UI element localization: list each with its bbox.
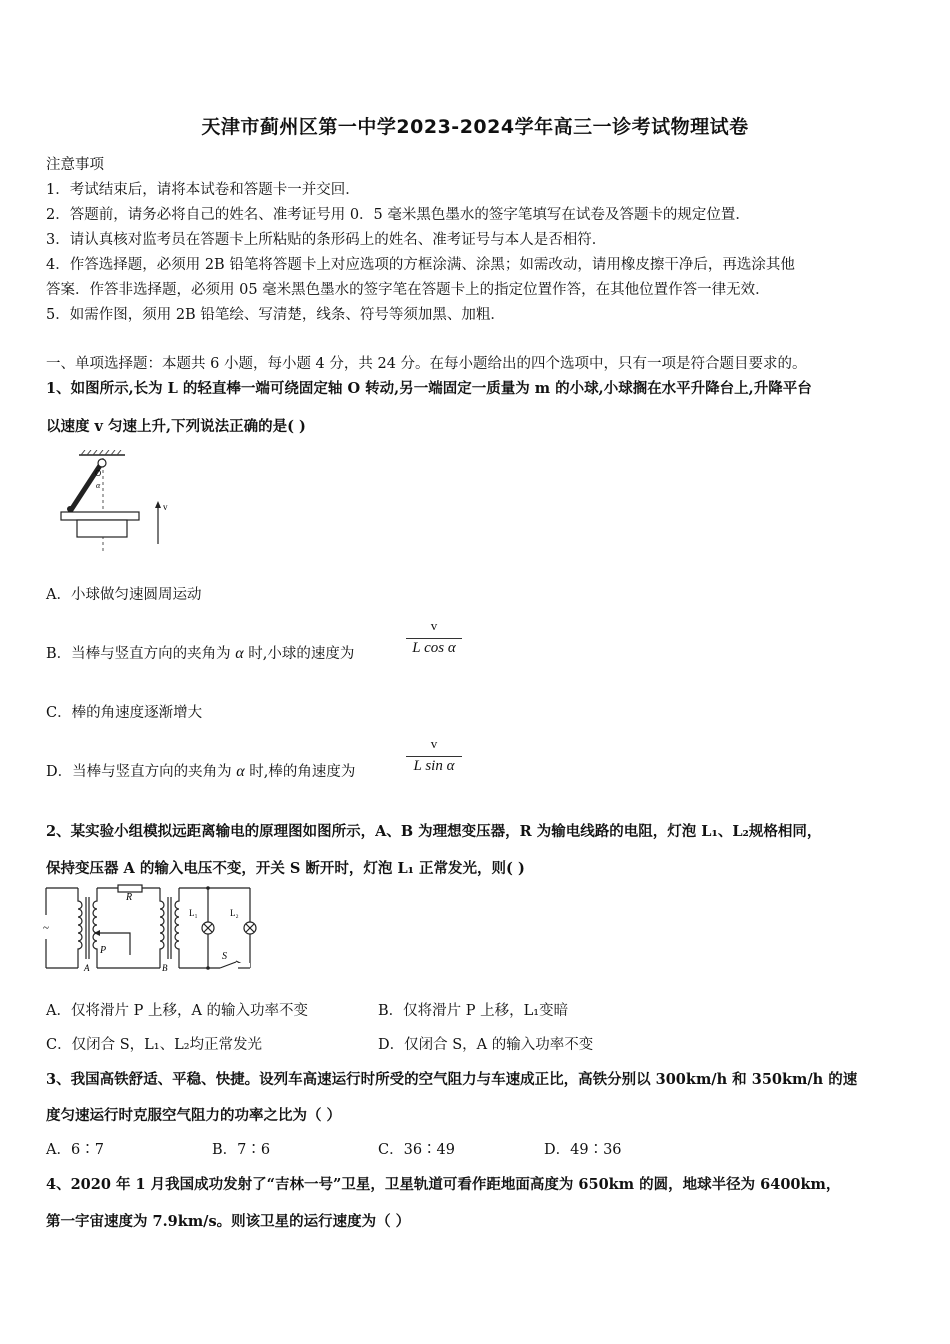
ac-source-label: ~ bbox=[43, 922, 49, 934]
q1-fig-label-v: v bbox=[163, 502, 168, 512]
q2-stem-line2: 保持变压器 A 的输入电压不变，开关 S 断开时，灯泡 L₁ 正常发光，则( ) bbox=[46, 860, 525, 877]
q2-option-b: B．仅将滑片 P 上移，L₁变暗 bbox=[378, 1003, 569, 1019]
q1-stem-line1: 1、如图所示,长为 L 的轻直棒一端可绕固定轴 O 转动,另一端固定一质量为 m 的小球,小球搁在水平升降台上,升降平台 bbox=[46, 380, 812, 397]
lamp-l2-label: L₂ bbox=[230, 908, 239, 918]
fraction-numerator: v bbox=[430, 736, 438, 751]
switch-label: S bbox=[222, 951, 227, 962]
q3-option-a: A．6∶7 bbox=[46, 1142, 104, 1158]
fraction-denominator: L sin α bbox=[413, 758, 455, 774]
q1-fig-label-alpha: α bbox=[96, 481, 101, 490]
slider-label: P bbox=[100, 945, 107, 956]
fraction-bar bbox=[406, 638, 462, 639]
q1-option-d-fraction bbox=[406, 736, 462, 780]
notes-heading: 注意事项 bbox=[46, 157, 104, 173]
q1-option-d bbox=[46, 760, 355, 781]
lamp-l1-label: L₁ bbox=[189, 908, 198, 918]
note-item: 4．作答选择题，必须用 2B 铅笔将答题卡上对应选项的方框涂满、涂黑；如需改动，请用橡皮擦干净后，再选涂其他 bbox=[46, 257, 795, 273]
q1-option-c: C．棒的角速度逐渐增大 bbox=[46, 705, 203, 721]
fraction-denominator: L cos α bbox=[412, 640, 456, 656]
q1-option-a: A．小球做匀速圆周运动 bbox=[46, 587, 202, 603]
q1-option-d-pre: D．当棒与竖直方向的夹角为 bbox=[46, 764, 232, 780]
fraction-numerator: v bbox=[430, 618, 438, 633]
note-item: 2．答题前，请务必将自己的姓名、准考证号用 0．5 毫米黑色墨水的签字笔填写在试卷及答题卡的规定位置． bbox=[46, 207, 750, 223]
note-item: 1．考试结束后，请将本试卷和答题卡一并交回． bbox=[46, 182, 360, 198]
q3-option-c: C．36∶49 bbox=[378, 1142, 455, 1158]
q3-stem-line1: 3、我国高铁舒适、平稳、快捷。设列车高速运行时所受的空气阻力与车速成正比，高铁分别以 300km/h 和 350km/h 的速 bbox=[46, 1071, 858, 1088]
note-item: 3．请认真核对监考员在答题卡上所粘贴的条形码上的姓名、准考证号与本人是否相符． bbox=[46, 232, 607, 248]
q1-fig-label-o: O bbox=[95, 469, 102, 478]
section-heading: 一、单项选择题：本题共 6 小题，每小题 4 分，共 24 分。在每小题给出的四个选项中，只有一项是符合题目要求的。 bbox=[46, 356, 807, 372]
transformer-a-label: A bbox=[84, 963, 90, 973]
note-item: 答案．作答非选择题，必须用 05 毫米黑色墨水的签字笔在答题卡上的指定位置作答，在其他位置作答一律无效． bbox=[46, 282, 770, 298]
fraction-bar bbox=[406, 756, 462, 757]
resistor-label: R bbox=[126, 892, 133, 903]
page-title: 天津市蓟州区第一中学2023-2024学年高三一诊考试物理试卷 bbox=[201, 116, 749, 138]
q1-option-b-post: 时,小球的速度为 bbox=[248, 646, 355, 662]
note-item: 5．如需作图，须用 2B 铅笔绘、写清楚，线条、符号等须加黑、加粗． bbox=[46, 307, 505, 323]
q1-option-b-pre: B．当棒与竖直方向的夹角为 bbox=[46, 646, 231, 662]
q2-stem-line1: 2、某实验小组模拟远距离输电的原理图如图所示，A、B 为理想变压器，R 为输电线路的电阻，灯泡 L₁、L₂规格相同， bbox=[46, 823, 822, 840]
q2-option-a: A．仅将滑片 P 上移，A 的输入功率不变 bbox=[46, 1003, 309, 1019]
alpha-symbol: α bbox=[235, 645, 244, 662]
transformer-b-label: B bbox=[162, 963, 168, 973]
q2-circuit-figure bbox=[40, 883, 272, 975]
q1-option-b bbox=[46, 642, 354, 663]
q3-option-b: B．7∶6 bbox=[212, 1142, 271, 1158]
q3-stem-line2: 度匀速运行时克服空气阻力的功率之比为（ ） bbox=[46, 1107, 342, 1124]
alpha-symbol: α bbox=[236, 763, 245, 780]
q1-stem-line2: 以速度 v 匀速上升,下列说法正确的是( ) bbox=[46, 418, 306, 435]
q1-option-d-post: 时,棒的角速度为 bbox=[249, 764, 356, 780]
q1-option-b-fraction bbox=[406, 618, 462, 662]
q4-stem-line2: 第一宇宙速度为 7.9km/s。则该卫星的运行速度为（ ） bbox=[46, 1213, 411, 1230]
q2-option-d: D．仅闭合 S，A 的输入功率不变 bbox=[378, 1037, 594, 1053]
q3-option-d: D．49∶36 bbox=[544, 1142, 622, 1158]
q1-figure bbox=[55, 450, 175, 555]
q2-option-c: C．仅闭合 S，L₁、L₂均正常发光 bbox=[46, 1037, 263, 1053]
q4-stem-line1: 4、2020 年 1 月我国成功发射了“吉林一号”卫星，卫星轨道可看作距地面高度为 650km 的圆，地球半径为 6400km， bbox=[46, 1176, 841, 1193]
